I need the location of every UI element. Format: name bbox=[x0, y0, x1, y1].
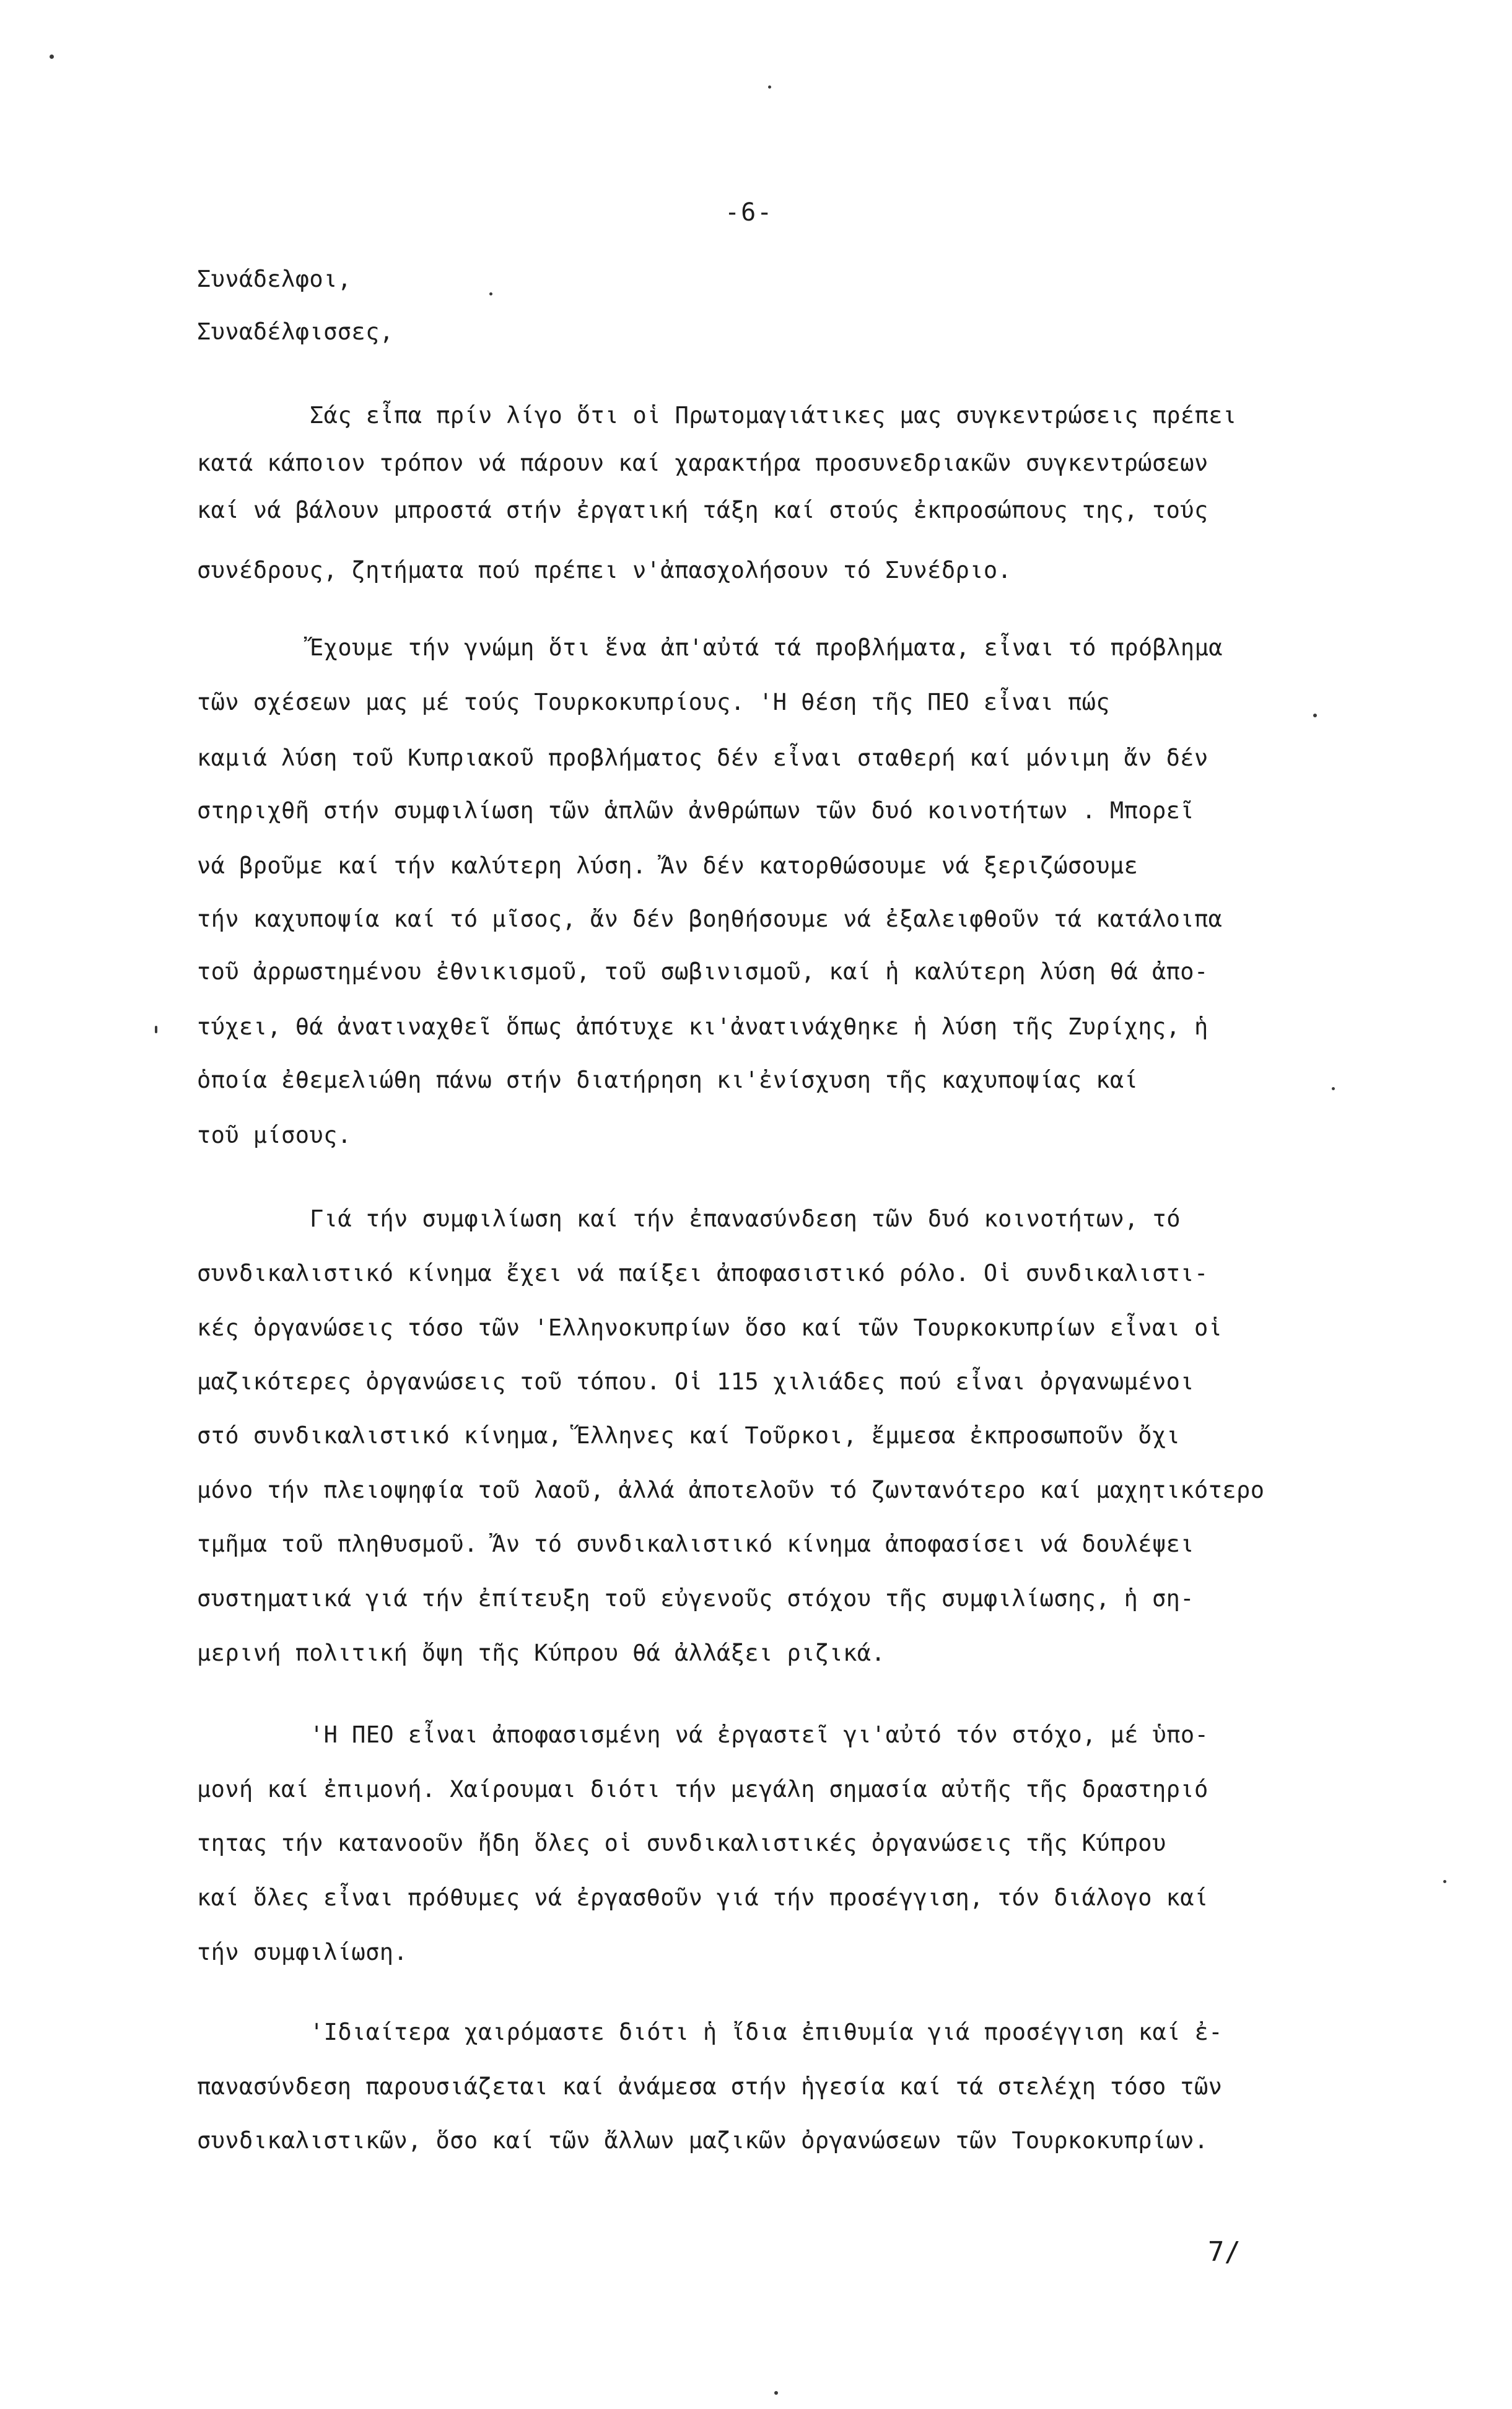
text-line: νά βροῦμε καί τήν καλύτερη λύση. Ἄν δέν κατορθώσουμε νά ξεριζώσουμε bbox=[197, 852, 1138, 879]
text-line: τῶν σχέσεων μας μέ τούς Τουρκοκυπρίους. 'Η θέση τῆς ΠΕΟ εἶναι πώς bbox=[197, 689, 1110, 715]
scan-speck bbox=[489, 292, 492, 295]
scan-speck bbox=[155, 1026, 157, 1033]
text-line: τήν συμφιλίωση. bbox=[197, 1939, 408, 1965]
text-line: τήν καχυποψία καί τό μῖσος, ἄν δέν βοηθήσουμε νά ἐξαλειφθοῦν τά κατάλοιπα bbox=[197, 906, 1223, 932]
text-line: τητας τήν κατανοοῦν ἤδη ὅλες οἱ συνδικαλιστικές ὀργανώσεις τῆς Κύπρου bbox=[197, 1830, 1166, 1856]
text-line: 'Η ΠΕΟ εἶναι ἀποφασισμένη νά ἐργαστεῖ γι'αὐτό τόν στόχο, μέ ὑπο- bbox=[310, 1721, 1209, 1748]
text-line: ὁποία ἐθεμελιώθη πάνω στήν διατήρηση κι'ἐνίσχυση τῆς καχυποψίας καί bbox=[197, 1067, 1138, 1093]
scan-speck bbox=[1332, 1087, 1335, 1090]
text-line: κατά κάποιον τρόπον νά πάρουν καί χαρακτήρα προσυνεδριακῶν συγκεντρώσεων bbox=[197, 450, 1208, 476]
text-line: καί νά βάλουν μπροστά στήν ἐργατική τάξη καί στούς ἐκπροσώπους της, τούς bbox=[197, 497, 1208, 523]
text-line: 'Ιδιαίτερα χαιρόμαστε διότι ἡ ἴδια ἐπιθυμία γιά προσέγγιση καί ἐ- bbox=[310, 2019, 1223, 2045]
text-line: τμῆμα τοῦ πληθυσμοῦ. Ἄν τό συνδικαλιστικό κίνημα ἀποφασίσει νά δουλέψει bbox=[197, 1531, 1194, 1557]
scan-speck bbox=[1313, 714, 1317, 717]
salutation-line-2: Συναδέλφισσες, bbox=[197, 318, 394, 345]
text-line: συνέδρους, ζητήματα πού πρέπει ν'ἀπασχολήσουν τό Συνέδριο. bbox=[197, 557, 1012, 584]
text-line: τοῦ ἀρρωστημένου ἐθνικισμοῦ, τοῦ σωβινισμοῦ, καί ἡ καλύτερη λύση θά ἀπο- bbox=[197, 958, 1208, 985]
text-line: πανασύνδεση παρουσιάζεται καί ἀνάμεσα στήν ἡγεσία καί τά στελέχη τόσο τῶν bbox=[197, 2073, 1223, 2100]
scan-speck bbox=[774, 2391, 778, 2395]
text-line: κές ὀργανώσεις τόσο τῶν 'Ελληνοκυπρίων ὅσο καί τῶν Τουρκοκυπρίων εἶναι οἱ bbox=[197, 1314, 1223, 1341]
text-line: μόνο τήν πλειοψηφία τοῦ λαοῦ, ἀλλά ἀποτελοῦν τό ζωντανότερο καί μαχητικότερο bbox=[197, 1477, 1265, 1503]
text-line: στηριχθῆ στήν συμφιλίωση τῶν ἁπλῶν ἀνθρώπων τῶν δυό κοινοτήτων . Μπορεῖ bbox=[197, 797, 1194, 824]
text-line: Ἔχουμε τήν γνώμη ὅτι ἕνα ἀπ'αὐτά τά προβλήματα, εἶναι τό πρόβλημα bbox=[310, 634, 1223, 661]
text-line: μονή καί ἐπιμονή. Χαίρουμαι διότι τήν μεγάλη σημασία αὐτῆς τῆς δραστηριό bbox=[197, 1776, 1208, 1803]
text-line: Γιά τήν συμφιλίωση καί τήν ἐπανασύνδεση τῶν δυό κοινοτήτων, τό bbox=[310, 1205, 1181, 1232]
scan-speck bbox=[1443, 1880, 1446, 1883]
text-line: συνδικαλιστικῶν, ὅσο καί τῶν ἄλλων μαζικῶν ὀργανώσεων τῶν Τουρκοκυπρίων. bbox=[197, 2127, 1208, 2154]
next-page-marker: 7/ bbox=[1208, 2236, 1241, 2268]
text-line: Σάς εἶπα πρίν λίγο ὅτι οἱ Πρωτομαγιάτικες μας συγκεντρώσεις πρέπει bbox=[310, 402, 1237, 429]
text-line: μερινή πολιτική ὄψη τῆς Κύπρου θά ἀλλάξει ριζικά. bbox=[197, 1640, 886, 1666]
text-line: τοῦ μίσους. bbox=[197, 1122, 352, 1148]
text-line: συστηματικά γιά τήν ἐπίτευξη τοῦ εὐγενοῦς στόχου τῆς συμφιλίωσης, ἡ ση- bbox=[197, 1585, 1194, 1612]
salutation-line-1: Συνάδελφοι, bbox=[197, 266, 352, 292]
text-line: συνδικαλιστικό κίνημα ἔχει νά παίξει ἀποφασιστικό ρόλο. Οἱ συνδικαλιστι- bbox=[197, 1260, 1208, 1287]
page-number: -6- bbox=[725, 198, 774, 227]
text-line: στό συνδικαλιστικό κίνημα, Ἕλληνες καί Τοῦρκοι, ἔμμεσα ἐκπροσωποῦν ὄχι bbox=[197, 1422, 1181, 1449]
text-line: μαζικότερες ὀργανώσεις τοῦ τόπου. Οἱ 115 χιλιάδες πού εἶναι ὀργανωμένοι bbox=[197, 1368, 1194, 1395]
text-line: καμιά λύση τοῦ Κυπριακοῦ προβλήματος δέν εἶναι σταθερή καί μόνιμη ἄν δέν bbox=[197, 745, 1208, 771]
scan-speck bbox=[768, 85, 771, 89]
scan-speck bbox=[50, 55, 54, 59]
text-line: καί ὅλες εἶναι πρόθυμες νά ἐργασθοῦν γιά τήν προσέγγιση, τόν διάλογο καί bbox=[197, 1884, 1208, 1911]
text-line: τύχει, θά ἀνατιναχθεῖ ὅπως ἀπότυχε κι'ἀνατινάχθηκε ἡ λύση τῆς Ζυρίχης, ἡ bbox=[197, 1013, 1208, 1040]
